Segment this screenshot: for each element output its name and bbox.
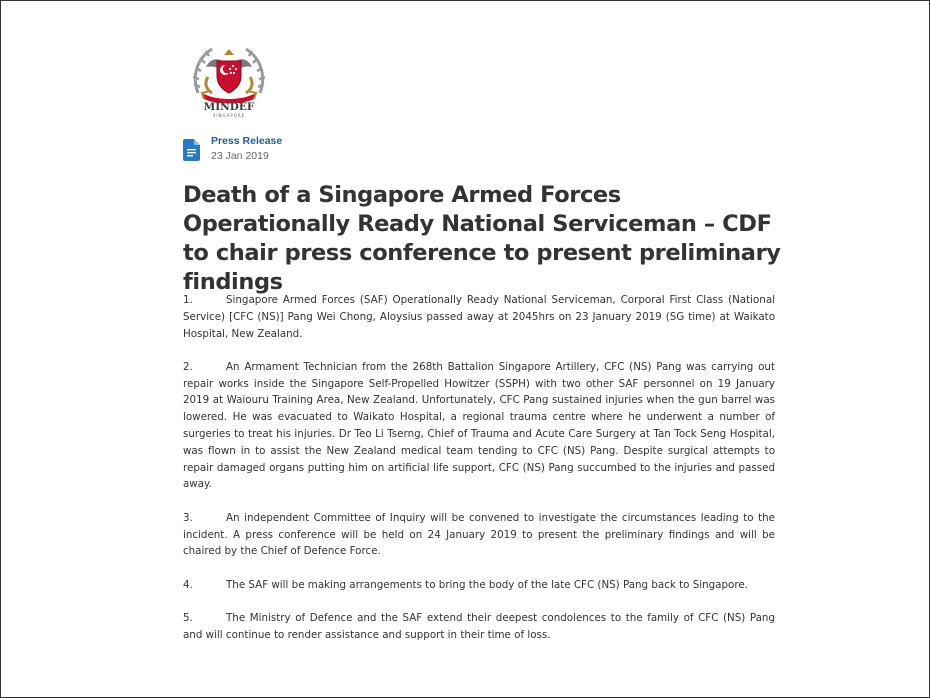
logo-subtext: SINGAPORE [212, 113, 246, 118]
article-body [183, 292, 775, 660]
paragraph-number: 3. [183, 511, 193, 524]
press-release-meta [183, 135, 282, 163]
paragraph-text: Singapore Armed Forces (SAF) Operationally Ready National Serviceman, Corporal First Class (National Service) [CFC (NS)] Pang Wei Chong, Aloysius passed away at 2045hrs on 23 January 2019 (SG time) at Waikato Hospital, New Zealand. [183, 294, 775, 340]
paragraph-text: An Armament Technician from the 268th Battalion Singapore Artillery, CFC (NS) Pang was carrying out repair works inside the Singapore Self-Propelled Howitzer (SSPH) with two other SAF personnel on 19 January 2019 at Waiouru Training Area, New Zealand. Unfortunately, CFC Pang sustained injuries when the gun barrel was lowered. He was evacuated to Waikato Hospital, a regional trauma centre where he underwent a number of surgeries to treat his injuries. Dr Teo Li Tserng, Chief of Trauma and Acute Care Surgery at Tan Tock Seng Hospital, was flown in to assist the New Zealand medical team tending to CFC (NS) Pang. Despite surgical attempts to repair damaged organs putting him on artificial life support, CFC (NS) Pang succumbed to the injuries and passed away. [183, 360, 775, 491]
paragraph-4 [183, 577, 775, 594]
mindef-logo[interactable] [188, 37, 270, 119]
mindef-crest-icon [188, 37, 270, 119]
press-release-label[interactable]: Press Release [211, 135, 283, 147]
paragraph-number: 5. [183, 611, 193, 624]
paragraph-number: 1. [183, 294, 193, 306]
paragraph-text: The Ministry of Defence and the SAF extend their deepest condolences to the family of CFC (NS) Pang and will continue to render assistance and support in their time of loss. [183, 611, 775, 641]
paragraph-text: The SAF will be making arrangements to bring the body of the late CFC (NS) Pang back to Singapore. [226, 578, 748, 591]
logo-wordmark: MINDEF [203, 101, 255, 113]
paragraph-text: An independent Committee of Inquiry will be convened to investigate the circumstances leading to the incident. A press conference will be held on 24 January 2019 to present the preliminary findings and will be chaired by the Chief of Defence Force. [183, 511, 775, 558]
paragraph-2 [183, 359, 775, 493]
paragraph-number: 2. [183, 360, 193, 373]
article-title: Death of a Singapore Armed Forces Operationally Ready National Serviceman – CDF to chair press conference to present preliminary findings [183, 182, 781, 295]
publish-date: 23 Jan 2019 [211, 150, 269, 162]
paragraph-1 [183, 292, 775, 342]
paragraph-3 [183, 510, 775, 560]
paragraph-5 [183, 610, 775, 644]
document-icon [183, 139, 200, 161]
paragraph-number: 4. [183, 578, 193, 591]
